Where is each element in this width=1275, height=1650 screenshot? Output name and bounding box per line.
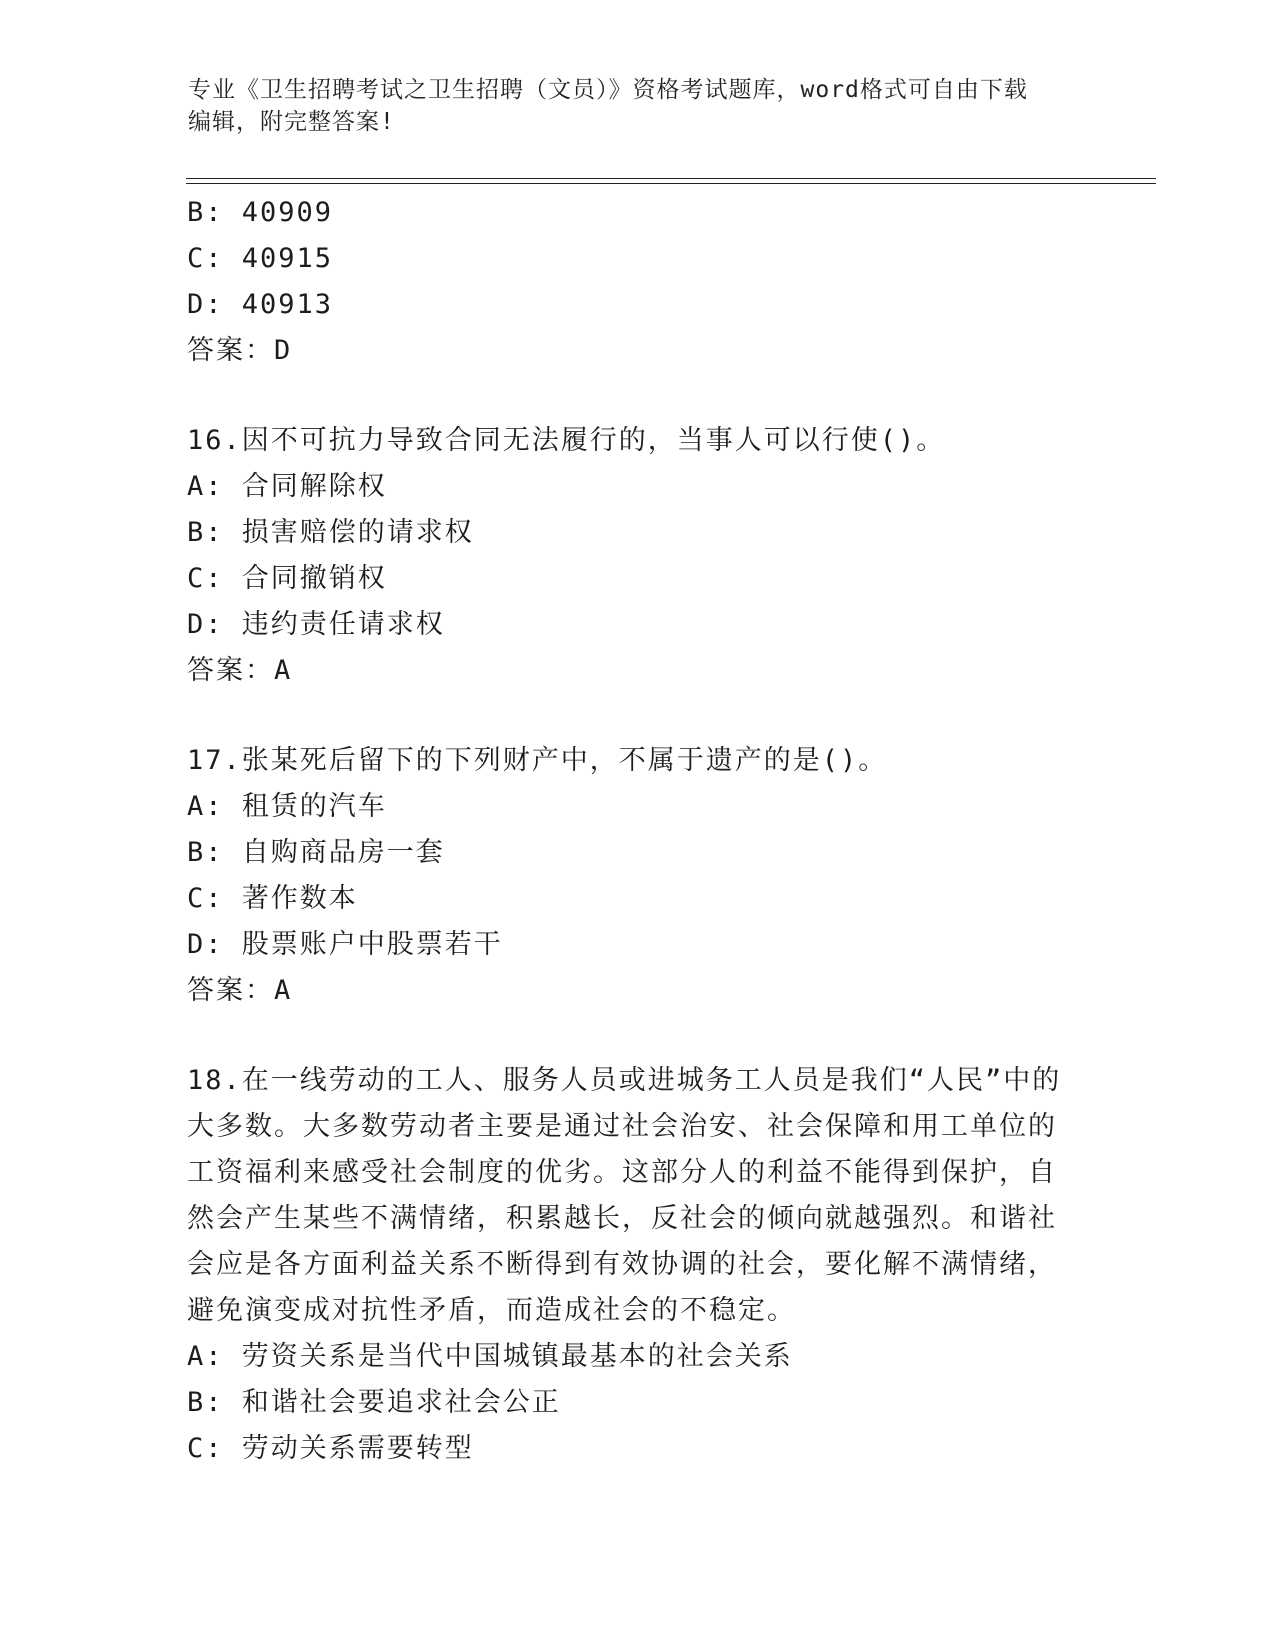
header-divider-bottom [186, 183, 1156, 184]
document-header [188, 74, 1068, 138]
header-line-2: 编辑，附完整答案! [188, 109, 395, 135]
option-a: A: 合同解除权 [187, 471, 387, 502]
question-stem-line: 会应是各方面利益关系不断得到有效协调的社会，要化解不满情绪， [187, 1249, 1057, 1280]
option-b: B: 损害赔偿的请求权 [187, 517, 474, 548]
question-stem: 17.张某死后留下的下列财产中，不属于遗产的是()。 [187, 745, 888, 776]
answer-line: 答案：D [187, 335, 293, 366]
question-16 [187, 418, 1087, 694]
question-18 [187, 1058, 1087, 1472]
option-d: D: 股票账户中股票若干 [187, 929, 503, 960]
option-b: B: 40909 [187, 197, 334, 228]
option-d: D: 40913 [187, 289, 334, 320]
question-17 [187, 738, 1087, 1014]
question-stem-line: 18.在一线劳动的工人、服务人员或进城务工人员是我们“人民”中的 [187, 1065, 1062, 1096]
option-a: A: 劳资关系是当代中国城镇最基本的社会关系 [187, 1341, 793, 1372]
question-15-continuation [187, 190, 1087, 374]
option-d: D: 违约责任请求权 [187, 609, 445, 640]
spacer [187, 1014, 1087, 1058]
answer-line: 答案：A [187, 655, 293, 686]
question-stem: 16.因不可抗力导致合同无法履行的，当事人可以行使()。 [187, 425, 946, 456]
question-stem-line: 工资福利来感受社会制度的优劣。这部分人的利益不能得到保护，自 [187, 1157, 1057, 1188]
header-line-1: 专业《卫生招聘考试之卫生招聘（文员）》资格考试题库，word格式可自由下载 [188, 77, 1028, 103]
header-divider-top [186, 178, 1156, 179]
option-a: A: 租赁的汽车 [187, 791, 387, 822]
option-b: B: 自购商品房一套 [187, 837, 445, 868]
option-c: C: 合同撤销权 [187, 563, 387, 594]
spacer [187, 694, 1087, 738]
question-stem-line: 大多数。大多数劳动者主要是通过社会治安、社会保障和用工单位的 [187, 1111, 1057, 1142]
question-stem-line: 然会产生某些不满情绪，积累越长，反社会的倾向就越强烈。和谐社 [187, 1203, 1057, 1234]
option-c: C: 著作数本 [187, 883, 358, 914]
answer-line: 答案：A [187, 975, 293, 1006]
spacer [187, 374, 1087, 418]
option-c: C: 劳动关系需要转型 [187, 1433, 474, 1464]
option-b: B: 和谐社会要追求社会公正 [187, 1387, 561, 1418]
document-body [187, 190, 1087, 1472]
question-stem-line: 避免演变成对抗性矛盾，而造成社会的不稳定。 [187, 1295, 796, 1326]
option-c: C: 40915 [187, 243, 334, 274]
